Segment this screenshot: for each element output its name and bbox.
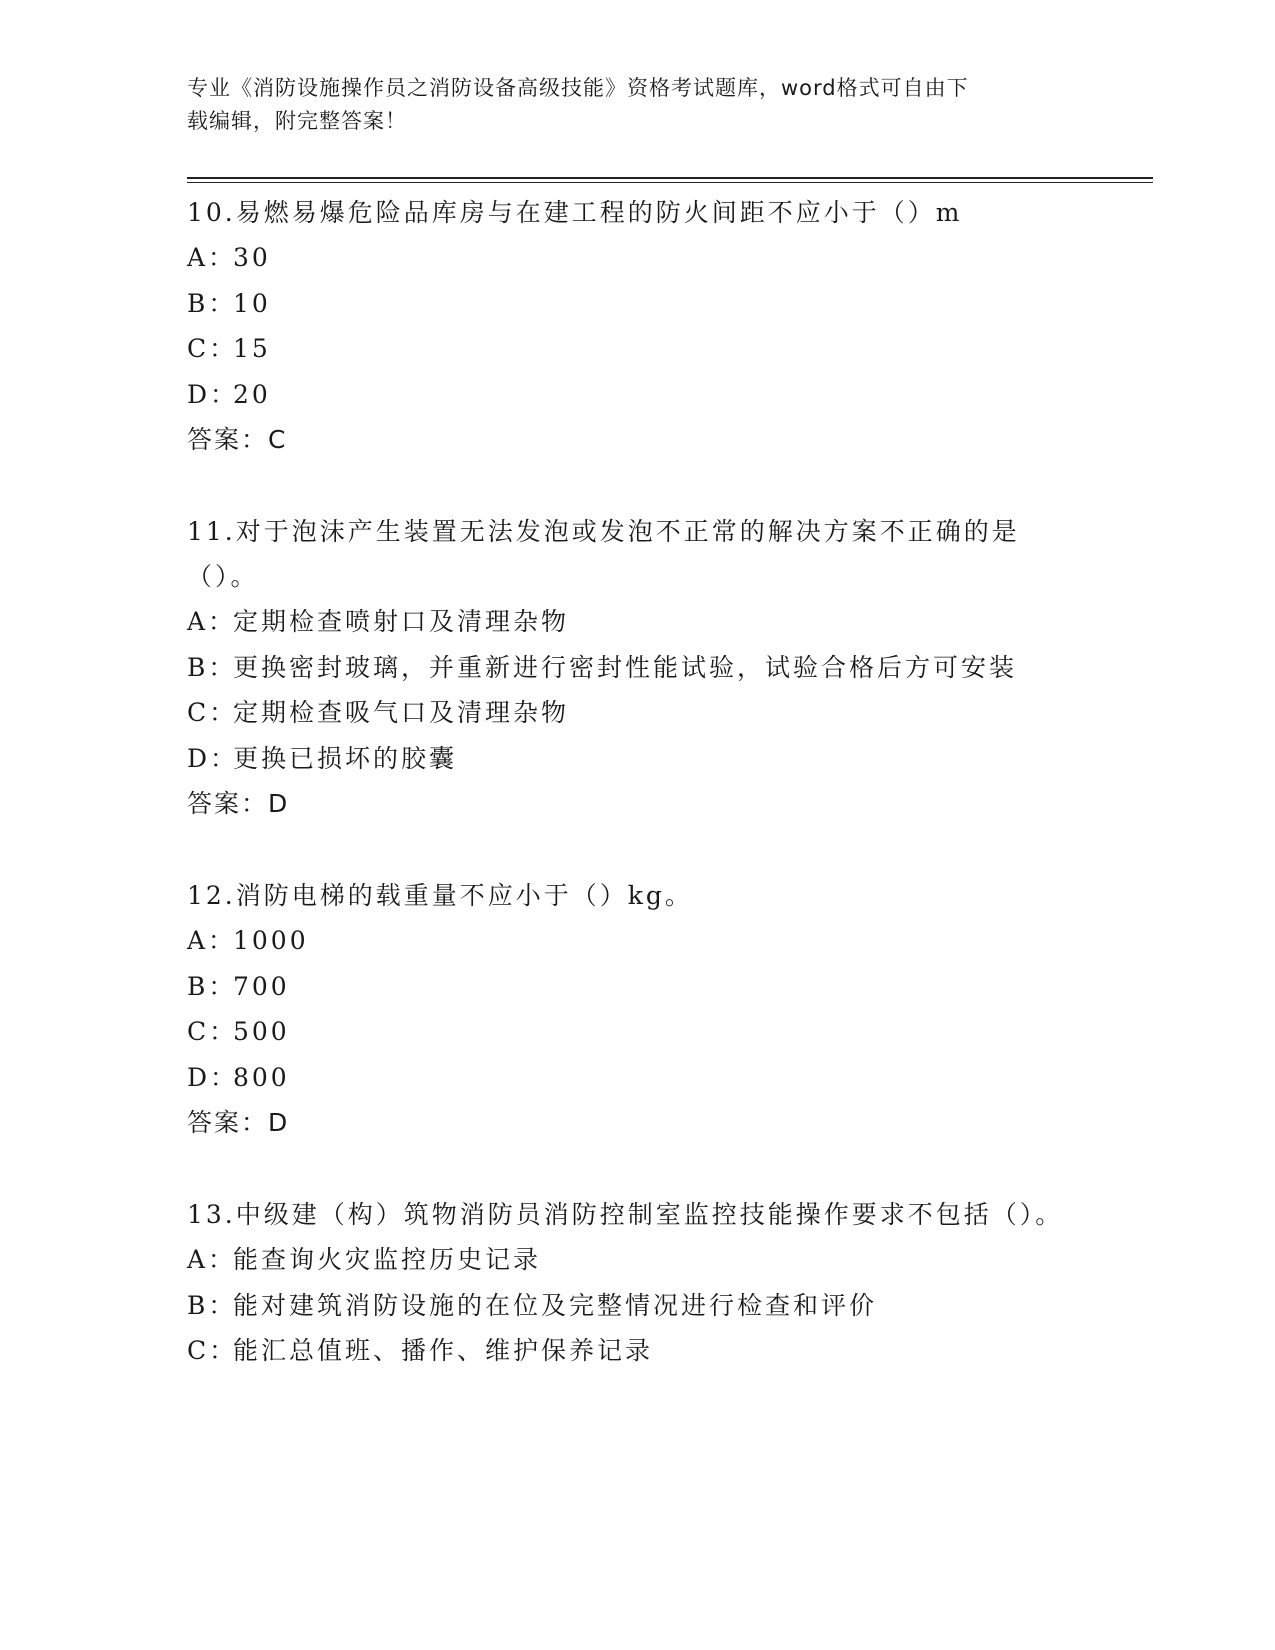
option-d: [187, 372, 1087, 418]
question-10: [187, 190, 1087, 463]
option-text: 30: [233, 243, 271, 272]
option-key: A：: [187, 926, 237, 955]
option-key: C：: [187, 1017, 238, 1046]
option-key: D：: [187, 1062, 239, 1092]
option-text: 能对建筑消防设施的在位及完整情况进行检查和评价: [233, 1290, 878, 1320]
option-c: [187, 1009, 1087, 1055]
question-text: 10.易燃易爆危险品库房与在建工程的防火间距不应小于（）m: [187, 198, 963, 227]
header-divider-thin: [187, 182, 1153, 183]
header-line-1: 专业《消防设施操作员之消防设备高级技能》资格考试题库，word格式可自由下: [187, 76, 969, 100]
option-key: A：: [187, 607, 237, 636]
question-text: 13.中级建（构）筑物消防员消防控制室监控技能操作要求不包括（）。: [187, 1200, 1064, 1229]
option-key: C：: [187, 698, 238, 727]
option-key: A：: [187, 243, 237, 272]
option-key: B：: [187, 971, 237, 1001]
option-c: [187, 690, 1087, 736]
option-a: [187, 235, 1087, 281]
question-12: [187, 873, 1087, 1146]
option-text: 更换已损坏的胶囊: [233, 743, 458, 773]
option-a: [187, 918, 1087, 964]
option-text: 500: [233, 1017, 290, 1046]
option-key: C：: [187, 1336, 238, 1365]
option-text: 700: [233, 971, 290, 1001]
answer: 答案：D: [187, 1108, 290, 1137]
header-divider-thick: [187, 177, 1153, 179]
question-13: [187, 1192, 1087, 1374]
option-text: 15: [233, 334, 271, 363]
option-text: 更换密封玻璃，并重新进行密封性能试验，试验合格后方可安装: [233, 652, 1018, 682]
option-text: 定期检查吸气口及清理杂物: [233, 698, 570, 727]
option-b: [187, 281, 1087, 327]
option-text: 能查询火灾监控历史记录: [233, 1245, 542, 1274]
option-text: 20: [233, 379, 271, 409]
answer: 答案：C: [187, 425, 288, 454]
option-key: D：: [187, 743, 239, 773]
document-header: [187, 72, 1067, 138]
option-b: [187, 1283, 1087, 1329]
option-key: A：: [187, 1245, 237, 1274]
option-key: B：: [187, 1290, 237, 1320]
option-text: 能汇总值班、播作、维护保养记录: [233, 1336, 654, 1365]
option-d: [187, 736, 1087, 782]
option-text: 10: [233, 288, 271, 318]
option-a: [187, 599, 1087, 645]
option-text: 800: [233, 1062, 290, 1092]
option-text: 定期检查喷射口及清理杂物: [233, 607, 570, 636]
question-text: 11.对于泡沫产生装置无法发泡或发泡不正常的解决方案不正确的是（）。: [187, 517, 1020, 591]
option-c: [187, 1328, 1087, 1374]
answer: 答案：D: [187, 789, 290, 818]
option-key: B：: [187, 288, 237, 318]
option-b: [187, 964, 1087, 1010]
option-d: [187, 1055, 1087, 1101]
header-line-2: 载编辑，附完整答案！: [187, 109, 407, 133]
option-c: [187, 326, 1087, 372]
option-text: 1000: [233, 926, 309, 955]
option-b: [187, 645, 1087, 691]
option-key: B：: [187, 652, 237, 682]
option-key: D：: [187, 379, 239, 409]
question-list: [187, 190, 1087, 1420]
option-key: C：: [187, 334, 238, 363]
question-11: [187, 509, 1087, 827]
option-a: [187, 1237, 1087, 1283]
question-text: 12.消防电梯的载重量不应小于（）kg。: [187, 881, 693, 910]
